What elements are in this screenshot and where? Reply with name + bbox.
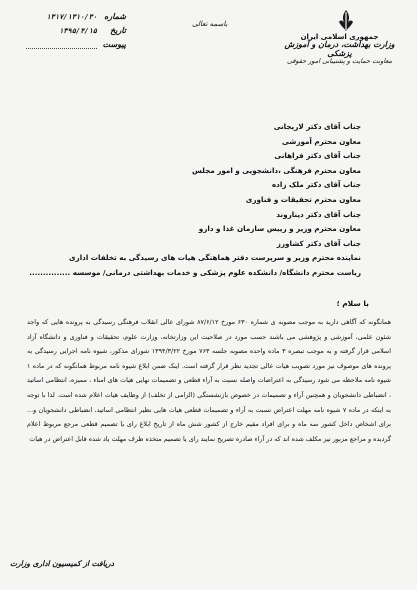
recipients-list	[29, 120, 361, 281]
recipient-line: جناب آقای دکتر ملک زاده	[271, 180, 361, 190]
iran-emblem-icon	[335, 8, 357, 34]
date-row	[26, 24, 126, 38]
attachment-dotted-line	[26, 42, 97, 49]
letter-body	[27, 315, 391, 446]
attachment-label: پیوست	[102, 40, 126, 49]
letter-meta	[26, 10, 126, 52]
receipt-stamp: دریافت از کمیسیون اداری وزارت	[10, 559, 114, 568]
recipient-line: جناب آقای دکتر فراهانی	[274, 151, 361, 161]
ministry-line-2: وزارت بهداشت، درمان و آموزش پزشکی	[284, 40, 395, 58]
recipient-line: نماینده محترم وزیر و سرپرست دفتر هماهنگی هیات های رسیدگی به تخلفات اداری	[68, 253, 361, 263]
number-row	[26, 10, 126, 24]
number-value: ۱۳۱۷/۱۳۱۰/۳۰	[46, 13, 97, 21]
ministry-line-1: جمهوری اسلامی ایران	[300, 33, 379, 41]
date-value: ۱۳۹۵/۴/۱۵	[59, 27, 97, 35]
attachment-row	[26, 38, 126, 52]
recipient-line: معاون محترم آموزشی	[281, 136, 361, 146]
date-label: تاریخ	[110, 26, 126, 35]
body-paragraph: همانگونه که آگاهی دارید به موجب مصوبه ی شماره ۶۳۰ مورخ ۸۷/۶/۱۲ شورای عالی انقلاب فرهنگی رسیدگی به پرونده هایی که واجد شئون علمی، آموزشی و پژوهشی می باشند حسب مورد در صلاحیت این وزارتخانه، وزارت علوم، تحقیقات و فناوری و دانشگاه آزاد اسلامی قرار گرفته و به موجب تبصره ۳ ماده واحده مصوبه جلسه ۷۶۳ مورخ ۱۳۹۴/۳/۲۲ شورای مذکور، شیوه نامه اجرایی رسیدگی به پرونده های موصوف نیز مورد تصویب هیات عالی تجدید نظر قرار گرفته است. اینک ضمن ابلاغ شیوه نامه مربوط همانگونه که در ماده ۱ شیوه نامه ملاحظه می شود رسیدگی به اعتراضات واصله نسبت به آراء قطعی و تصمیمات نهایی هیات های امناء ، ممیزه، انتظامی اساتید ، انضباطی دانشجویان و همچنین آراء و تصمیمات در خصوص بازنشستگی (الزامی از تخلف) از وظایف هیات اعلام شده است. لذا با توجه به اینکه در ماده ۷ شیوه نامه مهلت اعتراض نسبت به آراء و تصمیمات قطعی هیات هایی نظیر انتظامی اساتید، انضباطی دانشجویان و... برای اشخاص داخل کشور سه ماه و برای افراد مقیم خارج از کشور شش ماه از تاریخ ابلاغ رای یا تصمیم قطعی مرجع مربوط اعلام گردیده و مراجع مزبور نیز مکلف شده اند که در آراء صادره تصریح نمایند رای یا تصمیم متخذه ظرف مهلت یاد شده قابل اعتراض در هیات	[27, 318, 392, 443]
ministry-heading	[272, 34, 407, 65]
recipient-line: معاون محترم تحقیقات و فناوری	[245, 194, 361, 204]
bismillah: باسمه تعالی	[192, 20, 228, 28]
salutation: با سلام ؛	[336, 299, 369, 308]
recipient-line: ریاست محترم دانشگاه/ دانشکده علوم پزشکی و خدمات بهداشتی درمانی/ موسسه ...............	[29, 267, 361, 277]
recipient-line: معاون محترم وزیر و رییس سازمان غذا و دارو	[198, 224, 361, 234]
ministry-line-3: معاونت حمایت و پشتیبانی امور حقوقی	[286, 57, 393, 66]
recipient-line: جناب آقای دکتر لاریجانی	[273, 122, 361, 131]
number-label: شماره	[104, 12, 126, 21]
recipient-line: جناب آقای دکتر کشاورز	[276, 238, 361, 248]
recipient-line: معاون محترم فرهنگی ،دانشجویی و امور مجلس	[192, 165, 361, 175]
recipient-line: جناب آقای دکتر دیناروند	[276, 209, 361, 219]
